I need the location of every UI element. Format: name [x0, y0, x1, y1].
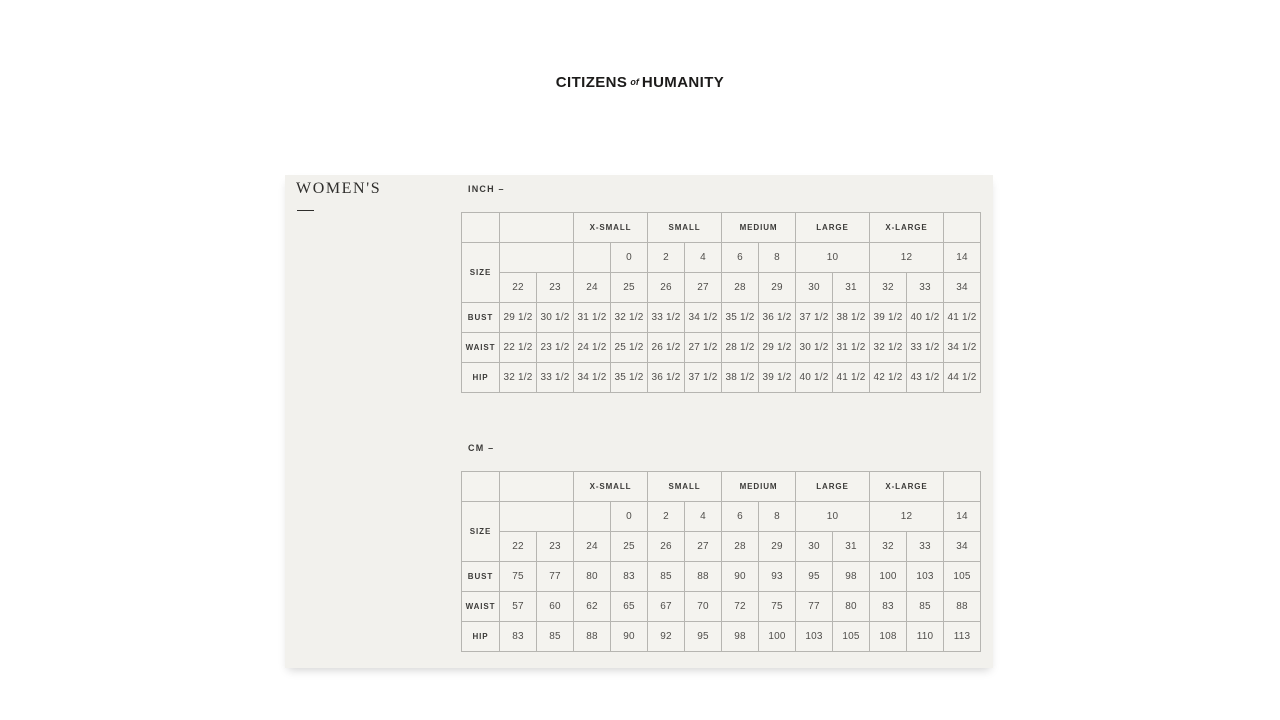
numeric-size-cell: 31: [833, 532, 870, 562]
size-group-header: X-LARGE: [870, 472, 944, 502]
measurement-value-cell: 90: [722, 562, 759, 592]
measurement-value-cell: 98: [833, 562, 870, 592]
size-group-header: X-SMALL: [574, 213, 648, 243]
numeric-size-cell: 33: [907, 273, 944, 303]
blank-size-cell: [574, 243, 611, 273]
measurement-value-cell: 100: [870, 562, 907, 592]
numeric-size-cell: 26: [648, 532, 685, 562]
measurement-value-cell: 105: [833, 622, 870, 652]
blank-size-cell: [500, 502, 574, 532]
measurement-value-cell: 110: [907, 622, 944, 652]
measurement-value-cell: 37 1/2: [796, 303, 833, 333]
brand-logo: [556, 74, 724, 91]
us-size-cell: 14: [944, 243, 981, 273]
numeric-size-cell: 32: [870, 273, 907, 303]
measurement-value-cell: 95: [796, 562, 833, 592]
measurement-value-cell: 36 1/2: [759, 303, 796, 333]
measurement-value-cell: 29 1/2: [500, 303, 537, 333]
measurement-value-cell: 39 1/2: [870, 303, 907, 333]
measurement-value-cell: 88: [574, 622, 611, 652]
inch-unit-label: INCH –: [468, 184, 505, 194]
measurement-value-cell: 65: [611, 592, 648, 622]
measurement-value-cell: 100: [759, 622, 796, 652]
logo-of: of: [630, 77, 639, 87]
measurement-value-cell: 31 1/2: [833, 333, 870, 363]
measurement-value-cell: 75: [759, 592, 796, 622]
numeric-size-cell: 23: [537, 273, 574, 303]
numeric-size-cell: 27: [685, 273, 722, 303]
measurement-value-cell: 80: [574, 562, 611, 592]
measurement-row: [462, 303, 981, 333]
measurement-value-cell: 22 1/2: [500, 333, 537, 363]
measurement-label: WAIST: [462, 592, 500, 622]
measurement-value-cell: 67: [648, 592, 685, 622]
size-group-header: SMALL: [648, 213, 722, 243]
measurement-value-cell: 75: [500, 562, 537, 592]
numeric-size-cell: 34: [944, 532, 981, 562]
numeric-size-cell: 28: [722, 532, 759, 562]
blank-group-cell: [500, 472, 574, 502]
measurement-value-cell: 95: [685, 622, 722, 652]
measurement-value-cell: 36 1/2: [648, 363, 685, 393]
corner-blank-cell: [462, 213, 500, 243]
measurement-value-cell: 57: [500, 592, 537, 622]
measurement-value-cell: 92: [648, 622, 685, 652]
measurement-value-cell: 83: [611, 562, 648, 592]
measurement-value-cell: 44 1/2: [944, 363, 981, 393]
measurement-value-cell: 39 1/2: [759, 363, 796, 393]
blank-size-cell: [500, 243, 574, 273]
us-size-cell: 6: [722, 502, 759, 532]
us-size-cell: 6: [722, 243, 759, 273]
measurement-row: [462, 333, 981, 363]
us-size-cell: 2: [648, 502, 685, 532]
us-size-cell: 4: [685, 502, 722, 532]
numeric-size-cell: 30: [796, 532, 833, 562]
us-size-cell: 0: [611, 243, 648, 273]
measurement-value-cell: 32 1/2: [500, 363, 537, 393]
measurement-label: HIP: [462, 622, 500, 652]
numeric-size-cell: 23: [537, 532, 574, 562]
measurement-value-cell: 26 1/2: [648, 333, 685, 363]
measurement-value-cell: 77: [796, 592, 833, 622]
us-size-cell: 10: [796, 243, 870, 273]
measurement-row: [462, 363, 981, 393]
size-row-label: SIZE: [462, 243, 500, 303]
measurement-value-cell: 85: [648, 562, 685, 592]
measurement-value-cell: 77: [537, 562, 574, 592]
measurement-value-cell: 105: [944, 562, 981, 592]
numeric-size-cell: 24: [574, 273, 611, 303]
measurement-value-cell: 88: [685, 562, 722, 592]
measurement-value-cell: 41 1/2: [833, 363, 870, 393]
corner-blank-cell: [462, 472, 500, 502]
size-group-header: MEDIUM: [722, 213, 796, 243]
measurement-value-cell: 85: [907, 592, 944, 622]
measurement-value-cell: 33 1/2: [537, 363, 574, 393]
measurement-value-cell: 85: [537, 622, 574, 652]
size-row-label: SIZE: [462, 502, 500, 562]
measurement-label: BUST: [462, 303, 500, 333]
us-size-cell: 8: [759, 502, 796, 532]
logo-citizens: CITIZENS: [555, 74, 628, 91]
blank-group-cell: [944, 213, 981, 243]
measurement-value-cell: 29 1/2: [759, 333, 796, 363]
measurement-value-cell: 38 1/2: [722, 363, 759, 393]
size-group-header: LARGE: [796, 472, 870, 502]
measurement-value-cell: 88: [944, 592, 981, 622]
numeric-size-cell: 32: [870, 532, 907, 562]
blank-group-cell: [500, 213, 574, 243]
logo-humanity: HUMANITY: [641, 74, 725, 91]
measurement-value-cell: 70: [685, 592, 722, 622]
measurement-value-cell: 33 1/2: [648, 303, 685, 333]
us-size-cell: 8: [759, 243, 796, 273]
measurement-value-cell: 41 1/2: [944, 303, 981, 333]
numeric-size-cell: 29: [759, 273, 796, 303]
us-size-cell: 10: [796, 502, 870, 532]
measurement-row: [462, 622, 981, 652]
numeric-size-cell: 34: [944, 273, 981, 303]
numeric-size-cell: 25: [611, 273, 648, 303]
measurement-value-cell: 35 1/2: [611, 363, 648, 393]
measurement-value-cell: 80: [833, 592, 870, 622]
us-size-cell: 14: [944, 502, 981, 532]
numeric-size-cell: 27: [685, 532, 722, 562]
measurement-value-cell: 28 1/2: [722, 333, 759, 363]
measurement-value-cell: 37 1/2: [685, 363, 722, 393]
measurement-value-cell: 30 1/2: [796, 333, 833, 363]
measurement-value-cell: 83: [870, 592, 907, 622]
size-group-header: SMALL: [648, 472, 722, 502]
us-size-cell: 4: [685, 243, 722, 273]
blank-size-cell: [574, 502, 611, 532]
numeric-size-cell: 25: [611, 532, 648, 562]
numeric-size-cell: 22: [500, 273, 537, 303]
size-group-header: MEDIUM: [722, 472, 796, 502]
us-size-cell: 2: [648, 243, 685, 273]
measurement-value-cell: 72: [722, 592, 759, 622]
inch-size-table: [461, 212, 981, 393]
measurement-value-cell: 24 1/2: [574, 333, 611, 363]
measurement-value-cell: 25 1/2: [611, 333, 648, 363]
measurement-value-cell: 113: [944, 622, 981, 652]
measurement-label: WAIST: [462, 333, 500, 363]
measurement-value-cell: 40 1/2: [796, 363, 833, 393]
measurement-value-cell: 108: [870, 622, 907, 652]
measurement-value-cell: 34 1/2: [944, 333, 981, 363]
measurement-value-cell: 30 1/2: [537, 303, 574, 333]
size-chart-panel: [285, 175, 993, 668]
numeric-size-cell: 29: [759, 532, 796, 562]
measurement-label: BUST: [462, 562, 500, 592]
size-group-header: X-LARGE: [870, 213, 944, 243]
us-size-cell: 12: [870, 243, 944, 273]
numeric-size-cell: 28: [722, 273, 759, 303]
measurement-value-cell: 32 1/2: [870, 333, 907, 363]
measurement-value-cell: 83: [500, 622, 537, 652]
measurement-value-cell: 40 1/2: [907, 303, 944, 333]
measurement-value-cell: 33 1/2: [907, 333, 944, 363]
measurement-value-cell: 31 1/2: [574, 303, 611, 333]
size-group-header: LARGE: [796, 213, 870, 243]
measurement-value-cell: 60: [537, 592, 574, 622]
measurement-value-cell: 42 1/2: [870, 363, 907, 393]
measurement-value-cell: 98: [722, 622, 759, 652]
section-title: WOMEN'S: [296, 180, 382, 197]
measurement-value-cell: 23 1/2: [537, 333, 574, 363]
blank-group-cell: [944, 472, 981, 502]
measurement-value-cell: 43 1/2: [907, 363, 944, 393]
cm-size-table: [461, 471, 981, 652]
measurement-value-cell: 32 1/2: [611, 303, 648, 333]
measurement-row: [462, 592, 981, 622]
measurement-value-cell: 62: [574, 592, 611, 622]
us-size-cell: 12: [870, 502, 944, 532]
numeric-size-cell: 33: [907, 532, 944, 562]
measurement-value-cell: 34 1/2: [685, 303, 722, 333]
numeric-size-cell: 22: [500, 532, 537, 562]
numeric-size-cell: 31: [833, 273, 870, 303]
cm-unit-label: CM –: [468, 443, 495, 453]
measurement-value-cell: 27 1/2: [685, 333, 722, 363]
measurement-value-cell: 90: [611, 622, 648, 652]
size-group-header: X-SMALL: [574, 472, 648, 502]
measurement-value-cell: 103: [796, 622, 833, 652]
section-underline: [297, 210, 314, 211]
measurement-value-cell: 35 1/2: [722, 303, 759, 333]
measurement-row: [462, 562, 981, 592]
measurement-value-cell: 38 1/2: [833, 303, 870, 333]
numeric-size-cell: 26: [648, 273, 685, 303]
us-size-cell: 0: [611, 502, 648, 532]
measurement-value-cell: 34 1/2: [574, 363, 611, 393]
measurement-value-cell: 103: [907, 562, 944, 592]
numeric-size-cell: 24: [574, 532, 611, 562]
measurement-value-cell: 93: [759, 562, 796, 592]
measurement-label: HIP: [462, 363, 500, 393]
numeric-size-cell: 30: [796, 273, 833, 303]
